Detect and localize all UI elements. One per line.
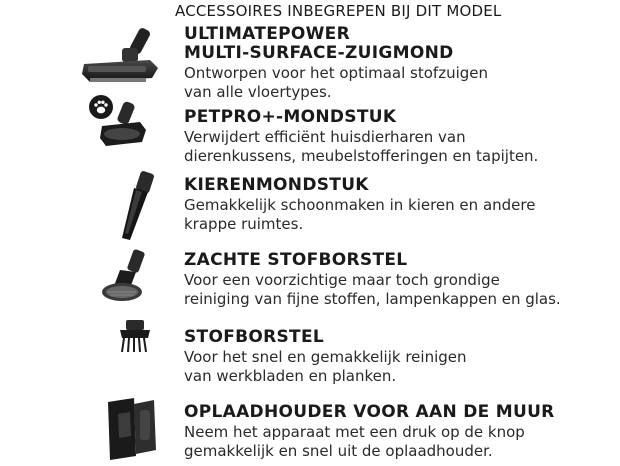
item-description: Gemakkelijk schoonmaken in kieren en andere krappe ruimtes. (184, 196, 536, 233)
item-description: Ontworpen voor het optimaal stofzuigen van alle vloertypes. (184, 64, 489, 101)
pet-nozzle-icon (88, 94, 158, 154)
item-description: Verwijdert efficiënt huisdierharen van dierenkussens, meubelstofferingen en tapijten. (184, 128, 539, 165)
item-title: ZACHTE STOFBORSTEL (184, 250, 408, 270)
floor-nozzle-icon (80, 26, 162, 98)
item-description: Voor het snel en gemakkelijk reinigen van werkbladen en planken. (184, 348, 467, 385)
soft-dusting-brush-icon (100, 248, 160, 308)
item-title: STOFBORSTEL (184, 327, 324, 347)
item-title: KIERENMONDSTUK (184, 175, 369, 195)
item-title: OPLAADHOUDER VOOR AAN DE MUUR (184, 402, 555, 422)
item-title: ULTIMATEPOWER MULTI-SURFACE-ZUIGMOND (184, 24, 454, 63)
item-title: PETPRO+-MONDSTUK (184, 107, 397, 127)
wall-charger-icon (104, 396, 160, 466)
item-description: Neem het apparaat met een druk op de knop gemakkelijk en snel uit de oplaadhouder. (184, 423, 525, 460)
item-description: Voor een voorzichtige maar toch grondige reiniging van fijne stoffen, lampenkappen en glas. (184, 271, 561, 308)
page-header: ACCESSOIRES INBEGREPEN BIJ DIT MODEL (175, 2, 502, 20)
dusting-brush-icon (116, 318, 156, 358)
crevice-tool-icon (112, 170, 162, 246)
